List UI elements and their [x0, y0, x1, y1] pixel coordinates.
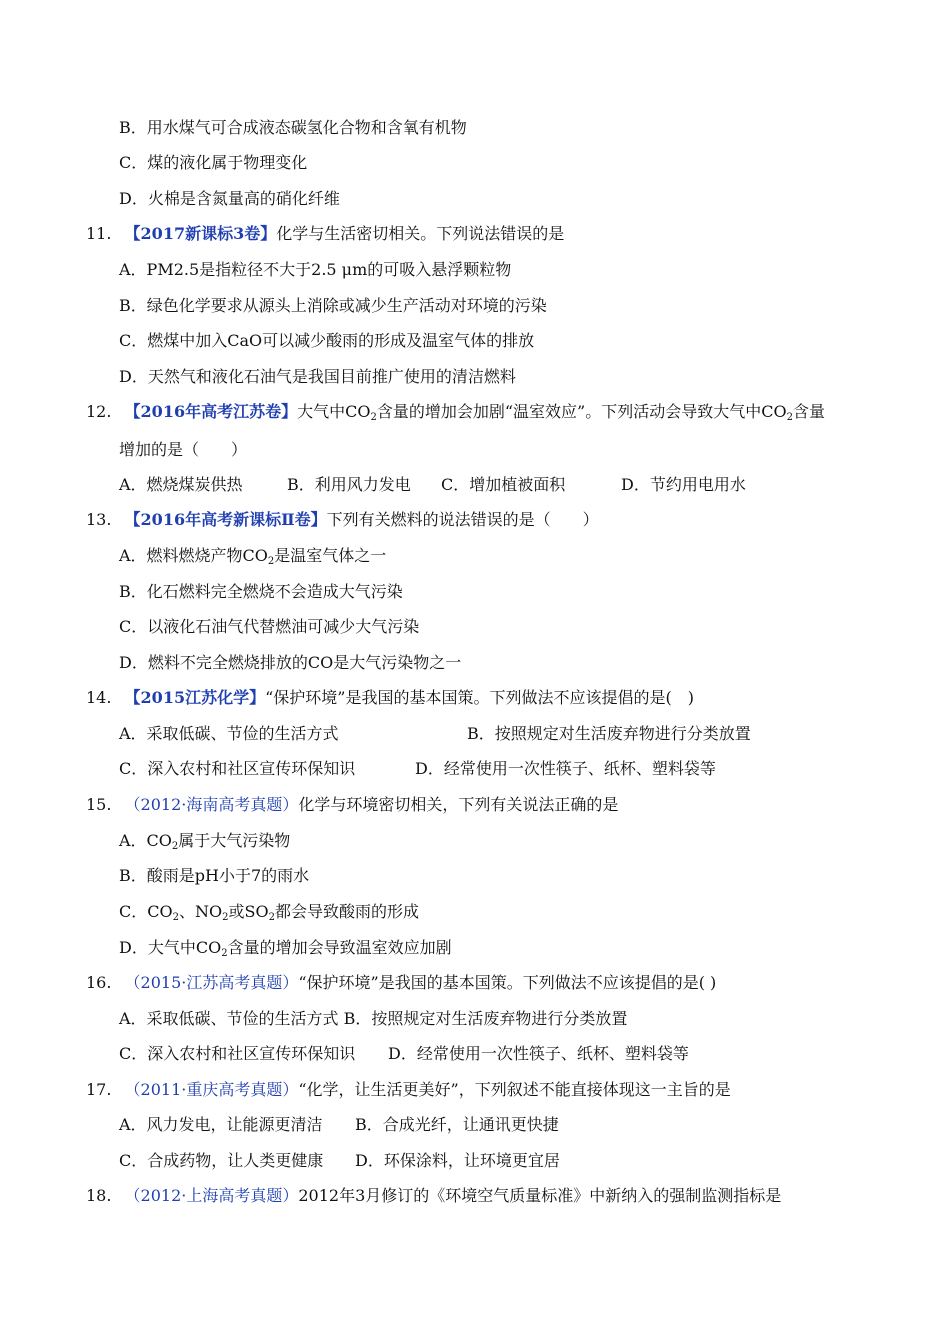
option-c: C．煤的液化属于物理变化	[119, 153, 308, 172]
option-a: A．采取低碳、节俭的生活方式	[119, 724, 339, 743]
question-14	[86, 687, 694, 709]
option-c: C．合成药物，让人类更健康	[119, 1151, 324, 1170]
option-text: 是温室气体之一	[274, 546, 387, 565]
option-d: D．经常使用一次性筷子、纸杯、塑料袋等	[388, 1044, 689, 1063]
question-12	[86, 401, 825, 423]
question-stem: 含量	[792, 402, 825, 421]
question-stem: 下列有关燃料的说法错误的是（ ）	[326, 510, 599, 529]
question-source: 【2016年高考江苏卷】	[124, 402, 298, 421]
option-b: B．化石燃料完全燃烧不会造成大气污染	[119, 582, 403, 601]
question-source: （2012·上海高考真题）	[124, 1186, 299, 1205]
option-text: 或SO	[228, 902, 269, 921]
question-source: （2012·海南高考真题）	[124, 795, 299, 814]
option-d: D．环保涂料，让环境更宜居	[355, 1151, 560, 1170]
question-16	[86, 972, 716, 994]
question-stem: 2012年3月修订的《环境空气质量标准》中新纳入的强制监测指标是	[298, 1186, 782, 1205]
question-17	[86, 1079, 731, 1101]
question-number: 14.	[86, 688, 112, 707]
question-source: （2011·重庆高考真题）	[124, 1080, 299, 1099]
subscript: 2	[267, 556, 275, 567]
option-d: D．燃料不完全燃烧排放的CO是大气污染物之一	[119, 653, 462, 672]
question-15	[86, 794, 618, 816]
question-stem-continuation: 增加的是（ ）	[119, 440, 248, 459]
question-13	[86, 509, 599, 531]
option-b: B．合成光纤，让通讯更快捷	[355, 1115, 559, 1134]
option-d: D．天然气和液化石油气是我国目前推广使用的清洁燃料	[119, 367, 516, 386]
option-ab: A．采取低碳、节俭的生活方式 B．按照规定对生活废弃物进行分类放置	[119, 1009, 628, 1028]
option-c	[119, 901, 419, 923]
option-c: C．燃煤中加入CaO可以减少酸雨的形成及温室气体的排放	[119, 331, 535, 350]
question-11	[86, 223, 564, 245]
question-source: 【2017新课标3卷】	[124, 224, 277, 243]
question-number: 13.	[86, 510, 112, 529]
question-stem: “保护环境”是我国的基本国策。下列做法不应该提倡的是( )	[298, 973, 717, 992]
option-a	[119, 545, 386, 567]
question-number: 11.	[86, 224, 112, 243]
subscript: 2	[222, 912, 229, 923]
question-number: 17.	[86, 1080, 112, 1099]
question-number: 16.	[86, 973, 112, 992]
option-d: D．火棉是含氮量高的硝化纤维	[119, 189, 340, 208]
option-b: B．绿色化学要求从源头上消除或减少生产活动对环境的污染	[119, 296, 547, 315]
option-a: A．风力发电，让能源更清洁	[119, 1115, 323, 1134]
option-c: C．深入农村和社区宣传环保知识	[119, 759, 356, 778]
option-d: D．节约用电用水	[621, 475, 746, 494]
option-c: C．增加植被面积	[441, 475, 566, 494]
option-text: 都会导致酸雨的形成	[274, 902, 419, 921]
option-c: C．深入农村和社区宣传环保知识	[119, 1044, 356, 1063]
option-a: A．PM2.5是指粒径不大于2.5 μm的可吸入悬浮颗粒物	[119, 260, 512, 279]
question-number: 15.	[86, 795, 112, 814]
question-stem: “化学，让生活更美好”，下列叙述不能直接体现这一主旨的是	[298, 1080, 731, 1099]
subscript: 2	[268, 912, 275, 923]
option-b: B．利用风力发电	[287, 475, 411, 494]
question-number: 12.	[86, 402, 112, 421]
option-d	[119, 937, 452, 959]
option-text: A．燃料燃烧产物CO	[119, 546, 268, 565]
subscript: 2	[221, 948, 228, 959]
question-stem: 含量的增加会加剧“温室效应”。下列活动会导致大气中CO	[376, 402, 787, 421]
option-text: 属于大气污染物	[178, 831, 291, 850]
question-stem: 化学与生活密切相关。下列说法错误的是	[276, 224, 565, 243]
option-text: 、NO	[178, 902, 223, 921]
option-text: 含量的增加会导致温室效应加剧	[227, 938, 452, 957]
subscript: 2	[370, 412, 377, 423]
option-b: B．酸雨是pH小于7的雨水	[119, 866, 310, 885]
option-text: D．大气中CO	[119, 938, 222, 957]
question-stem: 化学与环境密切相关，下列有关说法正确的是	[298, 795, 619, 814]
option-d: D．经常使用一次性筷子、纸杯、塑料袋等	[415, 759, 716, 778]
subscript: 2	[172, 912, 179, 923]
question-stem: “保护环境”是我国的基本国策。下列做法不应该提倡的是( )	[265, 688, 694, 707]
option-text: A．CO	[119, 831, 172, 850]
question-number: 18.	[86, 1186, 112, 1205]
question-source: （2015·江苏高考真题）	[124, 973, 299, 992]
question-stem: 大气中CO	[297, 402, 371, 421]
option-c: C．以液化石油气代替燃油可减少大气污染	[119, 617, 420, 636]
option-a	[119, 830, 290, 852]
option-b: B．按照规定对生活废弃物进行分类放置	[467, 724, 751, 743]
subscript: 2	[171, 841, 179, 852]
question-18	[86, 1185, 781, 1207]
option-a: A．燃烧煤炭供热	[119, 475, 243, 494]
question-source: 【2016年高考新课标Ⅱ卷】	[124, 510, 327, 529]
question-source: 【2015江苏化学】	[124, 688, 266, 707]
option-b: B．用水煤气可合成液态碳氢化合物和含氧有机物	[119, 118, 467, 137]
subscript: 2	[786, 412, 793, 423]
option-text: C．CO	[119, 902, 173, 921]
